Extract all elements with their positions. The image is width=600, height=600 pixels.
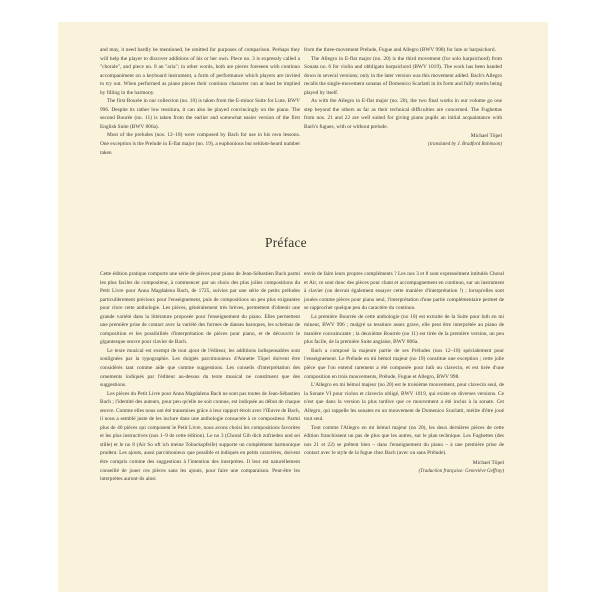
french-signature: Michael Töpel [472, 460, 504, 467]
english-translator-credit: (translated by J. Bradford Robinson) [428, 142, 502, 148]
english-paragraph: Most of the preludes (nos. 12–18) were composed by Bach for use in his own lessons. One exception is the Prelude in E-flat major (no. 19), a euphonious but seldom-heard number taken [100, 132, 300, 156]
english-paragraph: As with the Allegro in E-flat major (no. 20), the two final works in our volume go one step beyond the others as far as their technical difficulties are concerned. The Fughettas from nos. 21 and 22 are well suited for giving piano pupils an initial acquaintance with Bach's fugues, with or without prelude. [304, 98, 502, 130]
french-paragraph: Les pièces du Petit Livre pour Anna Magdalena Bach ne sont pas toutes de Jean-Sébastien Bach ; l'identité des auteurs, pour peu qu'elle ne soit connue, est indiquée au début de chaque œuvre. Comme elles nous ont été transmises grâce à leur rapport étroit avec l'Œuvre de Bach, il nous a semblé juste de les inclure dans une anthologie consacrée à ce compositeur. Parmi plus de 40 pièces qui composent le Petit Livre, nous avons choisi les compositions favorites et les plus instructives (nos 1–9 de cette édition). Le no 3 (Choral Gib dich zufrieden und sei stille) et le no 8 (Air So oft ich meine Tobackspfeife) supporte un complément harmonique prudent. Les ajouts, aussi parcimonieux que possible et indiqués en petits caractères, doivent être compris comme des suggestions à l'intention des interprètes. Il leur est naturellement conseillé de jouer ces pièces sans les ajouts, pour faire une comparaison. Peut-être les interprètes auront-ils ainsi [100, 390, 300, 483]
english-paragraph: from the three-movement Prelude, Fugue and Allegro (BWV 998) for lute or harpsichord. [304, 47, 496, 53]
french-text-left-column [100, 270, 300, 484]
french-paragraph: Tout comme l'Allegro en mi bémol majeur (no 20), les deux dernières pièces de cette édition franchissent un pas de plus que les autres, sur le plan technique. Les Fughettes (des nos 21 et 22) se prêtent bien – dans l'enseignement du piano – à une première prise de contact avec le style de la fugue chez Bach (avec ou sans Prélude). [304, 424, 504, 457]
french-paragraph: Le texte musical est exempt de tout ajout de l'éditeur, les additions indispensables sont soulignées par la typographie. Les doigtés parcimonieux d'Annette Töpel doivent être considérés tant comme aide que comme suggestions. Les conseils d'interprétation des ornements indiqués par l'éditeur au-dessus du texte musical ne constituent que des suggestions. [100, 347, 300, 389]
french-paragraph: La première Bourrée de cette anthologie (no 10) est extraite de la Suite pour luth en mi mineur, BWV 996 ; malgré sa tessiture assez grave, elle peut être interprétée au piano de manière convaincante ; la deuxième Bourrée (no 11) est tirée de la première version, un peu plus facile, de la première Suite anglaise, BWV 806a. [304, 313, 504, 346]
english-paragraph: The first Bourée in our collection (no. 10) is taken from the E-minor Suite for Lute, BWV 996. Despite its rather low tessitura, it can also be played convincingly on the piano. The second Bourée (no. 11) is taken from the earlier and somewhat easier version of the first English Suite (BWV 806a). [100, 98, 300, 130]
english-text-right-column [304, 46, 502, 150]
english-paragraph: and may, it need hardly be mentioned, be omitted for purposes of comparison. Perhaps they will help the player to discover additions of his or her own. Piece no. 3 is expressly called a "chorale", and piece no. 8 an "aria"; in other words, both are pieces foreseen with continuo accompaniment on a keyboard instrument, a form of performance which players are invited to try out. When performed as piano pieces their continuo character can at least be implied by filling in the harmony. [100, 47, 300, 96]
english-text-left-column [100, 46, 300, 157]
english-paragraph: The Allegro in E-flat major (no. 20) is the third movement (for solo harpsichord) from Sonata no. 6 for violin and obbligato harpsichord (BWV 1019). The work has been handed down in several versions; only in the later version was this movement added. Bach's Allegro recalls the single-movement sonatas of Domenico Scarlatti in its form and fully merits being played by itself. [304, 55, 502, 96]
french-paragraph: L'Allegro en mi bémol majeur (no 20) est le troisième mouvement, pour clavecin seul, de la Sonate VI pour violon et clavecin obligé, BWV 1019, qui existe en diverses versions. Ce n'est que dans la version la plus tardive que ce mouvement a été inclus à la sonate. Cet Allegro, qui rappelle les sonates en un mouvement de Domenico Scarlatti, mérite d'être joué tout seul. [304, 382, 504, 423]
french-translator-credit: (Traduction française: Geneviève Geffray) [418, 468, 504, 474]
preface-heading: Préface [265, 235, 307, 250]
french-paragraph: envie de faire leurs propres compléments ? Les nos 3 et 8 sont expressément intitulés Choral et Air, ce sont donc des pièces pour chant et accompagnement en continuo, sur un instrument à clavier (on devrait également essayer cette manière d'interprétation !) ; lorsqu'elles sont jouées comme pièces pour piano seul, l'interprétation d'une partie complémentaire permet de se rapprocher quelque peu du caractère du continuo. [304, 271, 504, 312]
french-paragraph: Cette édition pratique comporte une série de pièces pour piano de Jean-Sébastien Bach parmi les plus faciles du compositeur, à commencer par un choix des plus jolies compositions du Petit Livre pour Anna Magdalena Bach, de 1725, suivies par une série de petits préludes particulièrement précieux pour l'enseignement, puis de compositions un peu plus exigeantes pour clore cette anthologie. Les pièces, généralement très brèves, permettent d'obtenir une grande variété dans la littérature proposée pour l'enseignement du piano. Elles permettent une première prise de contact avec la variété des formes de danses baroques, les schémas de composition et les possibilités d'interprétation de pièces pour piano, et de découvrir le gigantesque œuvre pour clavier de Bach. [100, 271, 300, 346]
score-preface-page [58, 22, 548, 592]
french-paragraph: Bach a composé la majeure partie de ses Préludes (nos 12–18) spécialement pour l'enseignement. Le Prélude en mi bémol majeur (no 19) constitue une exception ; cette jolie pièce que l'on entend rarement a été composée pour luth ou clavecin, et est tirée d'une composition en trois mouvements, Prélude, Fugue et Allegro, BWV 998. [304, 347, 504, 380]
english-signature: Michael Töpel [470, 133, 502, 140]
french-text-right-column [304, 270, 504, 476]
